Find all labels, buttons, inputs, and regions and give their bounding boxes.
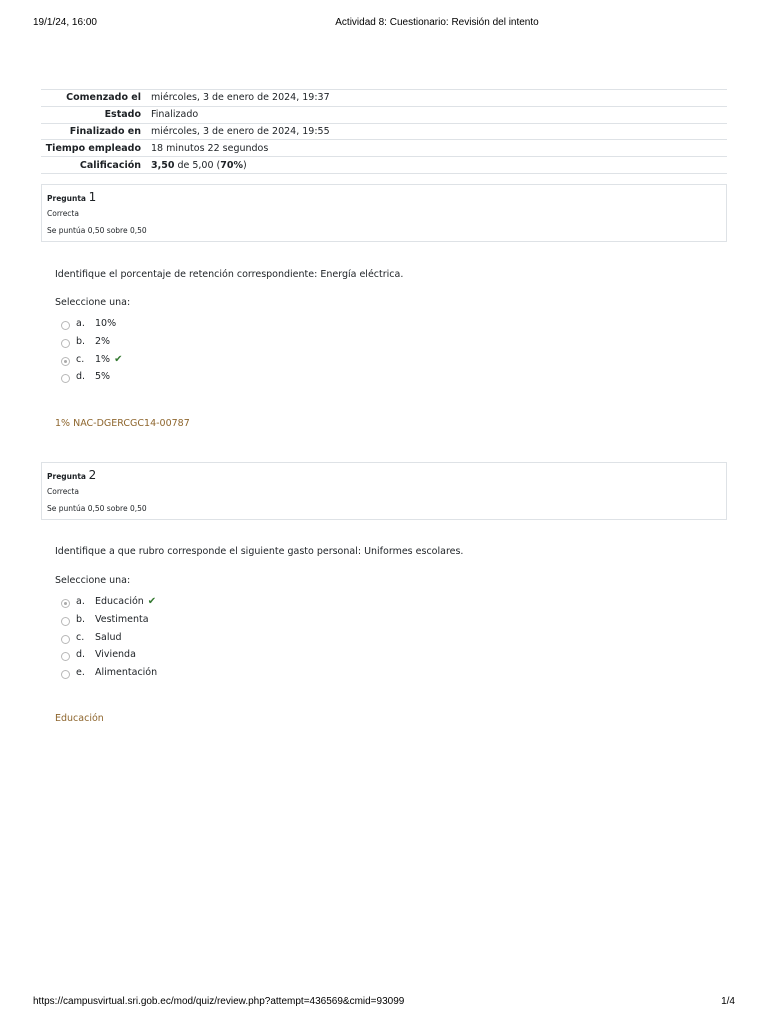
summary-value: miércoles, 3 de enero de 2024, 19:37 [151,90,727,107]
attempt-summary-table [41,89,727,174]
answer-list [60,596,360,685]
answer-letter: c. [76,353,85,365]
summary-label: Comenzado el [41,90,151,107]
question-info-1 [41,184,727,242]
summary-value: Finalizado [151,106,727,123]
answer-text: Vivienda [95,649,136,661]
answer-text-wrap [95,354,122,365]
print-title: Actividad 8: Cuestionario: Revisión del intento [335,17,539,28]
radio-button-checked[interactable] [61,599,70,608]
print-url: https://campusvirtual.sri.gob.ec/mod/quiz/review.php?attempt=436569&cmid=93099 [33,996,405,1007]
radio-button-checked[interactable] [61,357,70,366]
print-datetime: 19/1/24, 16:00 [33,17,97,28]
question-text: Identifique el porcentaje de retención correspondiente: Energía eléctrica. [55,269,404,280]
radio-button[interactable] [61,321,70,330]
summary-label: Tiempo empleado [41,140,151,157]
print-footer [0,996,768,1010]
summary-row [41,123,727,140]
summary-row [41,157,727,174]
radio-button[interactable] [61,635,70,644]
radio-button[interactable] [61,670,70,679]
question-number-value: 2 [88,468,97,482]
radio-button[interactable] [61,652,70,661]
answer-letter: a. [76,596,85,607]
answer-letter: d. [76,371,86,383]
answer-text: 5% [95,371,111,383]
question-state: Correcta [47,487,79,496]
print-page-number: 1/4 [721,996,735,1007]
summary-value: 18 minutos 22 segundos [151,140,727,157]
answer-option[interactable] [60,667,360,685]
answer-option[interactable] [60,371,360,389]
radio-button[interactable] [61,339,70,348]
answer-list [60,318,360,389]
question-info-2 [41,462,727,520]
answer-letter: d. [76,649,86,661]
summary-value: miércoles, 3 de enero de 2024, 19:55 [151,123,727,140]
grade-percent: 70% [220,159,243,171]
answer-text: Salud [95,631,122,643]
answer-option[interactable] [60,649,360,667]
answer-letter: b. [76,335,86,347]
answer-text: Educación [95,596,144,607]
summary-row [41,106,727,123]
grade-end: ) [243,159,247,171]
radio-button[interactable] [61,617,70,626]
answer-letter: b. [76,613,86,625]
answer-option[interactable] [60,336,360,354]
answer-text: 1% [95,353,111,365]
answer-option[interactable] [60,614,360,632]
answer-option-selected[interactable] [60,596,360,614]
check-icon: ✔ [114,353,123,365]
summary-label: Estado [41,106,151,123]
answer-prompt: Seleccione una: [55,297,131,308]
question-number [47,468,96,482]
answer-text: 2% [95,335,111,347]
question-label: Pregunta [47,472,86,481]
question-state: Correcta [47,209,79,218]
question-number-value: 1 [88,190,97,204]
answer-letter: c. [76,631,85,643]
general-feedback: Educación [55,713,104,724]
summary-row [41,140,727,157]
answer-text-wrap [95,596,156,607]
summary-label: Finalizado en [41,123,151,140]
answer-text: Vestimenta [95,613,149,625]
grade-mid: de 5,00 ( [174,159,221,171]
answer-text: 10% [95,318,117,329]
answer-option[interactable] [60,318,360,336]
summary-label: Calificación [41,157,151,174]
general-feedback: 1% NAC-DGERCGC14-00787 [55,418,190,429]
answer-option[interactable] [60,632,360,650]
question-grade: Se puntúa 0,50 sobre 0,50 [47,226,147,235]
answer-option-selected[interactable] [60,354,360,372]
radio-button[interactable] [61,374,70,383]
grade-value [151,157,727,174]
print-header [0,17,768,31]
question-text: Identifique a que rubro corresponde el siguiente gasto personal: Uniformes escolares. [55,546,464,557]
answer-text: Alimentación [95,667,158,679]
check-icon: ✔ [147,596,157,607]
grade-score: 3,50 [151,159,175,171]
answer-prompt: Seleccione una: [55,575,131,586]
answer-letter: e. [76,667,85,679]
question-label: Pregunta [47,194,86,203]
summary-row [41,90,727,107]
question-number [47,190,96,204]
question-grade: Se puntúa 0,50 sobre 0,50 [47,504,147,513]
answer-letter: a. [76,318,85,329]
